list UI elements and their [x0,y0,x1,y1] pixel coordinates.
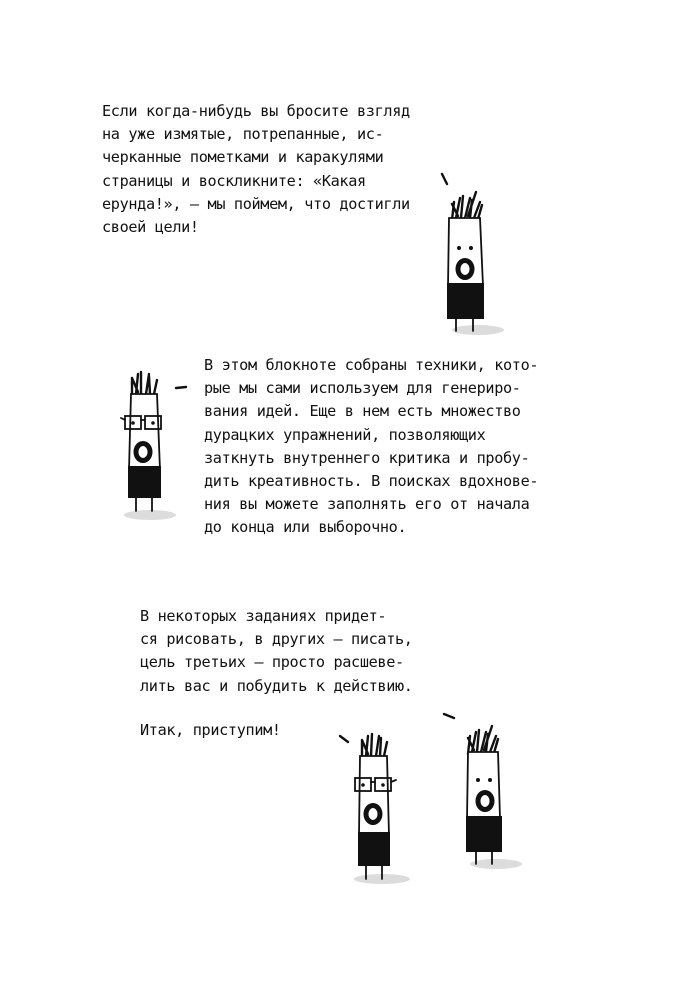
glasses-doodle-figure-icon [112,366,194,526]
techniques-paragraph [204,354,538,540]
shouting-doodle-figure-icon [438,704,530,876]
text-line: дурацких упражнений, позволяющих [204,425,486,444]
text-line: ерунда!», — мы поймем, что достигли [102,194,410,213]
text-line: дить креативность. В поисках вдохнове- [204,472,539,491]
text-line: ся рисовать, в других — писать, [140,630,413,649]
text-line: вания идей. Еще в нем есть множество [204,402,521,421]
text-line: В некоторых заданиях придет- [140,607,387,625]
text-line: Если когда-нибудь вы бросите взгляд [102,102,410,120]
text-line: ния вы можете заполнять его от начала [204,495,530,514]
text-line: В этом блокноте собраны техники, кото- [204,356,539,374]
intro-paragraph [102,100,410,239]
text-line: черканные пометками и каракулями [102,148,384,167]
shouting-doodle-figure-icon [428,168,520,340]
tasks-paragraph [140,605,413,698]
text-line: заткнуть внутреннего критика и пробу- [204,448,530,467]
text-line: своей цели! [102,218,199,237]
text-line: страницы и воскликните: «Какая [102,171,366,190]
glasses-doodle-figure-icon [336,722,426,890]
text-line: на уже измятые, потрепанные, ис- [102,125,384,144]
text-line: рые мы сами используем для генериро- [204,379,521,398]
text-line: до конца или выборочно. [204,518,407,537]
text-line: лить вас и побудить к действию. [140,676,413,695]
closing-line: Итак, приступим! [140,721,281,739]
text-line: цель третьих — просто расшеве- [140,653,404,672]
